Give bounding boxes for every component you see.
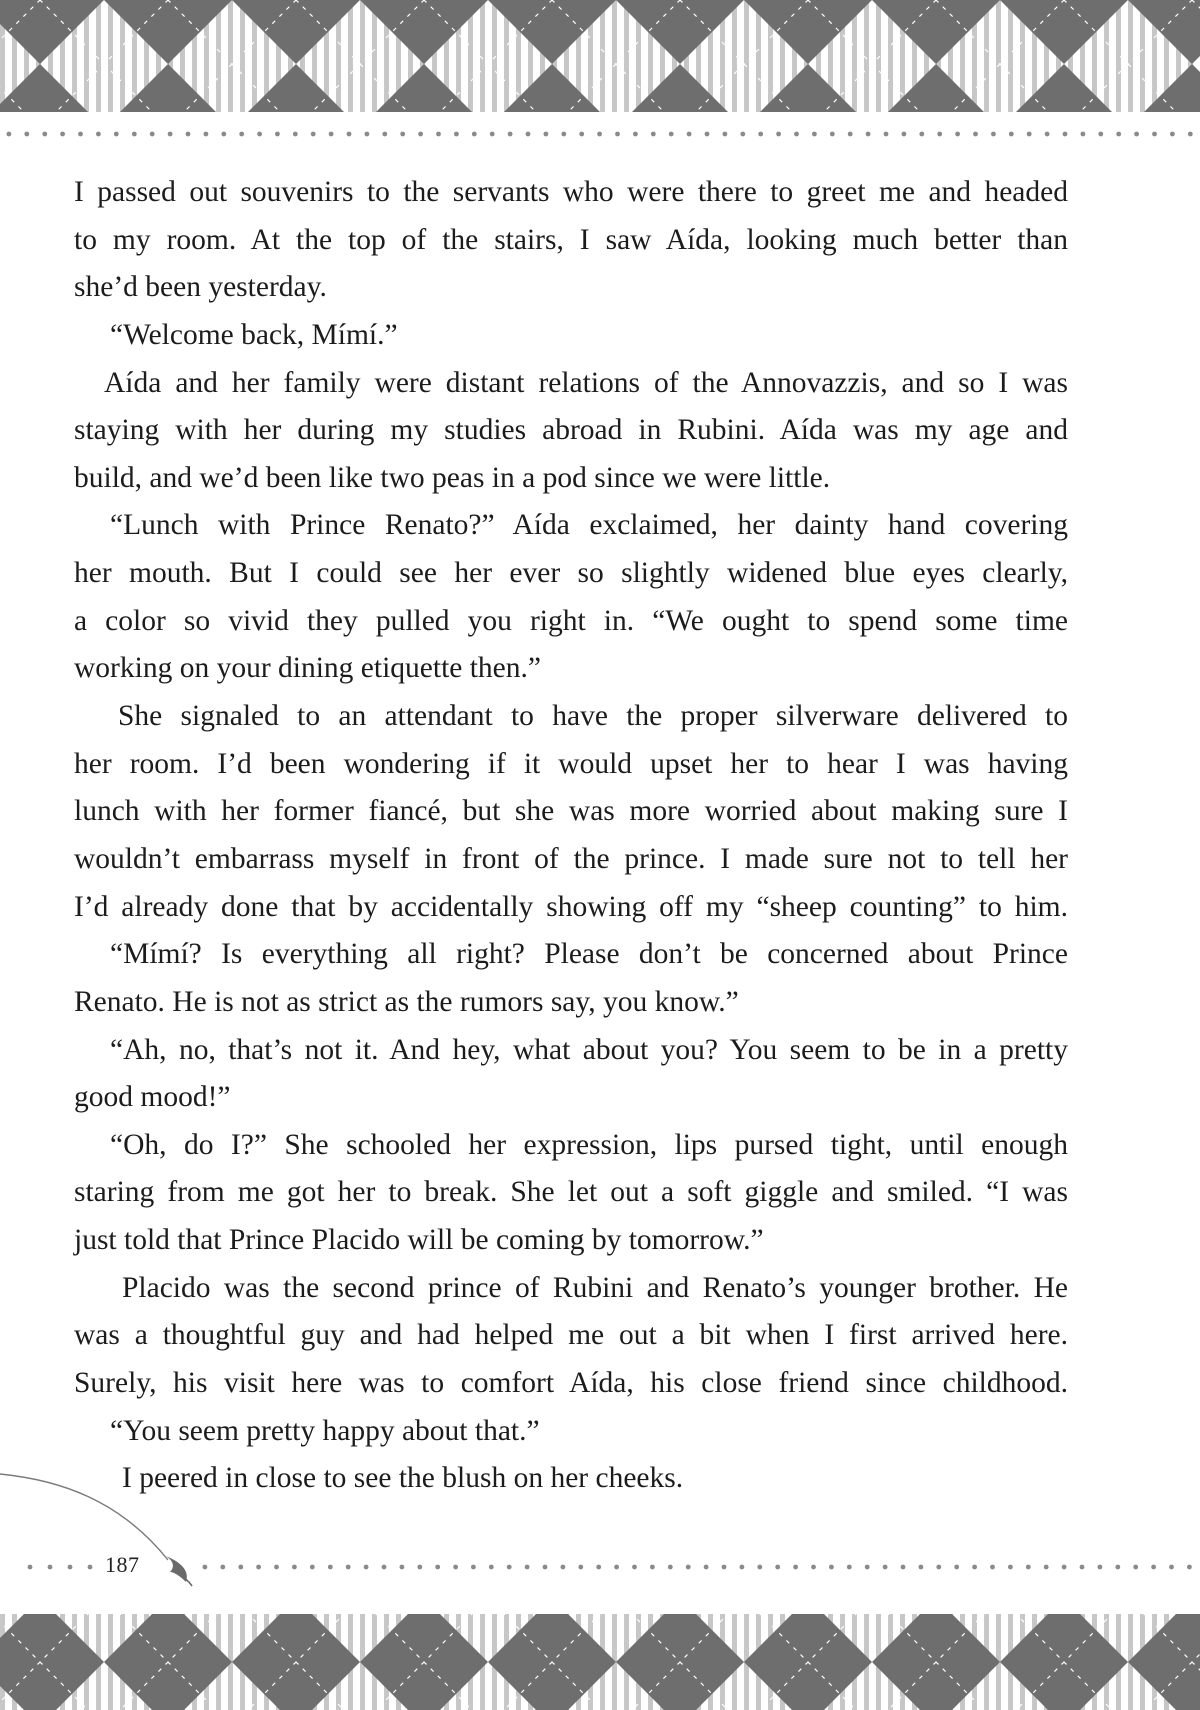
divider-dot [758, 132, 763, 137]
text-line: Aída and her family were distant relations of the Annovazzis, and so I was [104, 366, 1068, 399]
divider-dot [883, 1565, 888, 1570]
top-dotted-divider [0, 128, 1200, 140]
divider-dot [668, 1565, 673, 1570]
divider-dot [578, 1565, 583, 1570]
divider-dot [650, 1565, 655, 1570]
divider-dot [705, 132, 710, 137]
divider-dot [239, 132, 244, 137]
divider-dot [453, 1565, 458, 1570]
divider-dot [955, 132, 960, 137]
divider-dot [740, 1565, 745, 1570]
divider-dot [991, 132, 996, 137]
divider-dot [346, 1565, 351, 1570]
text-line: I peered in close to see the blush on her cheeks. [122, 1462, 684, 1495]
divider-dot [382, 132, 387, 137]
divider-dot [471, 1565, 476, 1570]
text-line: Placido was the second prince of Rubini and Renato’s younger brother. He [122, 1271, 1068, 1304]
divider-dot [490, 132, 495, 137]
divider-dot [848, 132, 853, 137]
divider-dot [526, 132, 531, 137]
divider-dot [757, 1565, 762, 1570]
text-line: staring from me got her to break. She let out a soft giggle and smiled. “I was [74, 1176, 1068, 1209]
divider-dot [812, 132, 817, 137]
divider-dot [275, 132, 280, 137]
divider-dot [328, 1565, 333, 1570]
divider-dot [204, 132, 209, 137]
divider-dot [257, 132, 262, 137]
divider-dot [902, 132, 907, 137]
divider-dot [704, 1565, 709, 1570]
divider-dot [651, 132, 656, 137]
divider-dot [722, 1565, 727, 1570]
divider-dot [68, 1565, 73, 1570]
divider-dot [24, 132, 29, 137]
divider-dot [990, 1565, 995, 1570]
divider-dot [776, 132, 781, 137]
text-line: “Oh, do I?” She schooled her expression, lips pursed tight, until enough [110, 1128, 1068, 1161]
divider-dot [454, 132, 459, 137]
divider-dot [507, 1565, 512, 1570]
divider-dot [311, 132, 316, 137]
divider-dot [1098, 1565, 1103, 1570]
divider-dot [1170, 132, 1175, 137]
divider-dot [435, 1565, 440, 1570]
divider-dot [221, 132, 226, 137]
divider-dot [292, 1565, 297, 1570]
divider-dot [256, 1565, 261, 1570]
divider-dot [829, 1565, 834, 1570]
divider-dot [365, 132, 370, 137]
divider-dot [1133, 1565, 1138, 1570]
divider-dot [1169, 1565, 1174, 1570]
text-line: “Lunch with Prince Renato?” Aída exclaimed, her dainty hand covering [110, 509, 1068, 542]
divider-dot [220, 1565, 225, 1570]
divider-dot [1098, 132, 1103, 137]
divider-dot [596, 1565, 601, 1570]
divider-dot [1008, 1565, 1013, 1570]
body-text [74, 169, 1068, 1503]
divider-dot [28, 1565, 33, 1570]
divider-dot [472, 132, 477, 137]
text-line: Renato. He is not as strict as the rumors say, you know.” [74, 985, 739, 1018]
text-line: a color so vivid they pulled you right in. “We ought to spend some time [74, 604, 1068, 637]
divider-dot [794, 132, 799, 137]
divider-dot [544, 132, 549, 137]
divider-dot [901, 1565, 906, 1570]
divider-dot [919, 132, 924, 137]
divider-dot [561, 1565, 566, 1570]
text-line: was a thoughtful guy and had helped me out a bit when I first arrived here. [74, 1319, 1068, 1352]
text-line: I passed out souvenirs to the servants who were there to greet me and headed [74, 176, 1068, 208]
text-line: just told that Prince Placido will be coming by tomorrow.” [74, 1224, 764, 1257]
divider-dot [417, 1565, 422, 1570]
divider-dot [489, 1565, 494, 1570]
divider-dot [973, 132, 978, 137]
text-line: her room. I’d been wondering if it would upset her to hear I was having [74, 747, 1068, 780]
divider-dot [382, 1565, 387, 1570]
divider-dot [1026, 1565, 1031, 1570]
divider-dot [1009, 132, 1014, 137]
divider-dot [740, 132, 745, 137]
divider-dot [723, 132, 728, 137]
divider-dot [615, 132, 620, 137]
divider-dot [937, 132, 942, 137]
divider-dot [669, 132, 674, 137]
text-line: “Mímí? Is everything all right? Please don’t be concerned about Prince [110, 938, 1068, 971]
divider-dot [1062, 1565, 1067, 1570]
divider-dot [1063, 132, 1068, 137]
divider-dot [186, 132, 191, 137]
text-line: wouldn’t embarrass myself in front of the prince. I made sure not to tell her [74, 842, 1068, 875]
text-line: lunch with her former fiancé, but she was more worried about making sure I [74, 795, 1068, 828]
divider-dot [579, 132, 584, 137]
divider-dot [543, 1565, 548, 1570]
divider-dot [293, 132, 298, 137]
divider-dot [1134, 132, 1139, 137]
text-line: Surely, his visit here was to comfort Aída, his close friend since childhood. [74, 1367, 1068, 1400]
divider-dot [418, 132, 423, 137]
text-line: build, and we’d been like two peas in a pod since we were little. [74, 461, 831, 494]
divider-dot [78, 132, 83, 137]
divider-dot [1081, 132, 1086, 137]
text-line: she’d been yesterday. [74, 271, 327, 304]
text-line: She signaled to an attendant to have the proper silverware delivered to [118, 700, 1068, 733]
divider-dot [847, 1565, 852, 1570]
divider-dot [865, 1565, 870, 1570]
text-line: to my room. At the top of the stairs, I saw Aída, looking much better than [74, 223, 1068, 256]
divider-dot [48, 1565, 53, 1570]
divider-dot [954, 1565, 959, 1570]
bottom-dotted-divider-left [20, 1561, 100, 1573]
divider-dot [597, 132, 602, 137]
divider-dot [632, 1565, 637, 1570]
divider-dot [238, 1565, 243, 1570]
divider-dot [274, 1565, 279, 1570]
text-line: I’d already done that by accidentally showing off my “sheep counting” to him. [74, 890, 1068, 923]
divider-dot [936, 1565, 941, 1570]
divider-dot [561, 132, 566, 137]
divider-dot [972, 1565, 977, 1570]
divider-dot [203, 1565, 208, 1570]
bottom-argyle-band [0, 1614, 1200, 1710]
bottom-dotted-divider-right [196, 1561, 1200, 1573]
text-line: “You seem pretty happy about that.” [110, 1414, 540, 1447]
divider-dot [919, 1565, 924, 1570]
divider-dot [436, 132, 441, 137]
divider-dot [6, 132, 11, 137]
divider-dot [132, 132, 137, 137]
text-line: good mood!” [74, 1081, 231, 1114]
divider-dot [884, 132, 889, 137]
divider-dot [400, 132, 405, 137]
divider-dot [1188, 132, 1193, 137]
text-line: working on your dining etiquette then.” [74, 652, 541, 685]
divider-dot [793, 1565, 798, 1570]
divider-dot [1045, 132, 1050, 137]
divider-dot [1152, 132, 1157, 137]
divider-dot [830, 132, 835, 137]
divider-dot [525, 1565, 530, 1570]
divider-dot [811, 1565, 816, 1570]
top-argyle-band [0, 0, 1200, 112]
divider-dot [1116, 132, 1121, 137]
divider-dot [1027, 132, 1032, 137]
divider-dot [614, 1565, 619, 1570]
divider-dot [508, 132, 513, 137]
divider-dot [1080, 1565, 1085, 1570]
divider-dot [329, 132, 334, 137]
divider-dot [114, 132, 119, 137]
divider-dot [364, 1565, 369, 1570]
divider-dot [400, 1565, 405, 1570]
text-line: “Ah, no, that’s not it. And hey, what about you? You seem to be in a pretty [110, 1033, 1068, 1066]
divider-dot [686, 1565, 691, 1570]
divider-dot [1151, 1565, 1156, 1570]
divider-dot [42, 132, 47, 137]
text-line: her mouth. But I could see her ever so slightly widened blue eyes clearly, [74, 557, 1068, 590]
text-line: “Welcome back, Mímí.” [110, 318, 398, 351]
divider-dot [310, 1565, 315, 1570]
divider-dot [775, 1565, 780, 1570]
divider-dot [687, 132, 692, 137]
text-line: staying with her during my studies abroad in Rubini. Aída was my age and [74, 414, 1068, 447]
divider-dot [88, 1565, 93, 1570]
divider-dot [1115, 1565, 1120, 1570]
divider-dot [1044, 1565, 1049, 1570]
page-number: 187 [105, 1552, 140, 1577]
divider-dot [633, 132, 638, 137]
divider-dot [1187, 1565, 1192, 1570]
divider-dot [150, 132, 155, 137]
divider-dot [347, 132, 352, 137]
divider-dot [168, 132, 173, 137]
divider-dot [866, 132, 871, 137]
divider-dot [60, 132, 65, 137]
divider-dot [96, 132, 101, 137]
